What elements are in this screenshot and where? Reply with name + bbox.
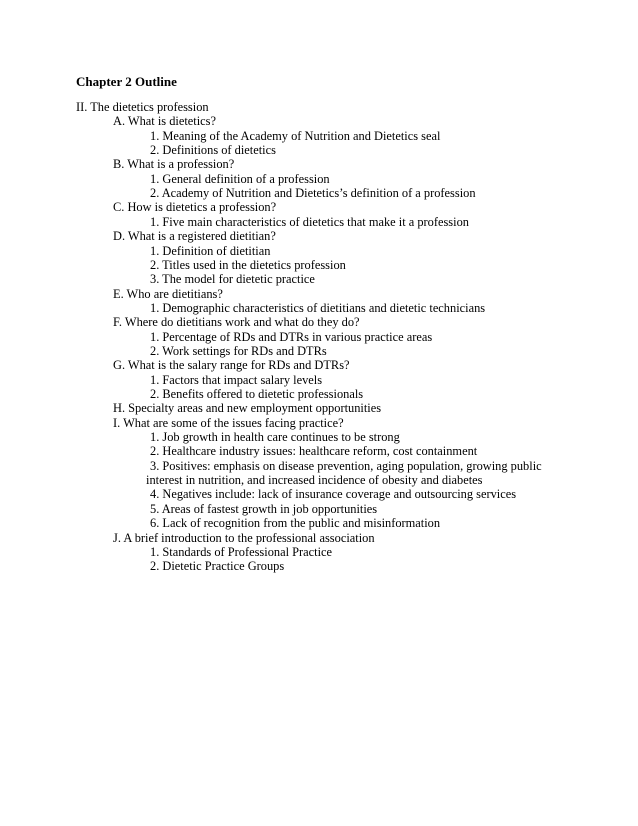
outline-item-g: G. What is the salary range for RDs and DTRs?	[113, 358, 350, 373]
outline-item-b: B. What is a profession?	[113, 157, 235, 172]
outline-item-h: H. Specialty areas and new employment opportunities	[113, 401, 382, 416]
outline-subitem: 3. The model for dietetic practice	[150, 272, 315, 287]
outline-item-c: C. How is dietetics a profession?	[113, 200, 277, 215]
outline-item-j: J. A brief introduction to the professional association	[113, 530, 375, 545]
outline-subitem: 1. Standards of Professional Practice	[150, 544, 333, 559]
outline-section-heading: II. The dietetics profession	[76, 100, 209, 114]
outline-item-a: A. What is dietetics?	[113, 114, 216, 129]
outline-subitem: 1. Factors that impact salary levels	[150, 372, 323, 387]
outline-subitem: 4. Negatives include: lack of insurance coverage and outsourcing services	[150, 487, 517, 502]
outline-item-f: F. Where do dietitians work and what do they do?	[113, 315, 360, 330]
outline-subitem: 2. Healthcare industry issues: healthcare reform, cost containment	[150, 444, 478, 459]
outline-item-i: I. What are some of the issues facing practice?	[113, 415, 344, 430]
outline-subitem: 2. Dietetic Practice Groups	[150, 559, 285, 574]
outline-subitem: 1. Percentage of RDs and DTRs in various practice areas	[150, 329, 433, 344]
outline-subitem: 2. Definitions of dietetics	[150, 143, 276, 158]
outline-subitem: 2. Academy of Nutrition and Dietetics’s definition of a profession	[150, 186, 476, 201]
outline-subitem: 1. Definition of dietitian	[150, 243, 271, 258]
outline-subitem: 2. Benefits offered to dietetic professionals	[150, 387, 364, 401]
outline-subitem: 2. Titles used in the dietetics profession	[150, 257, 346, 272]
outline-item-d: D. What is a registered dietitian?	[113, 229, 276, 244]
outline-subitem: 5. Areas of fastest growth in job opportunities	[150, 501, 378, 516]
outline-subitem: 1. General definition of a profession	[150, 171, 330, 186]
outline-subitem-continuation: interest in nutrition, and increased incidence of obesity and diabetes	[146, 473, 483, 488]
outline-subitem: 3. Positives: emphasis on disease prevention, aging population, growing public	[150, 458, 542, 473]
outline-subitem: 1. Five main characteristics of dietetics that make it a profession	[150, 214, 469, 229]
outline-subitem: 1. Demographic characteristics of dietitians and dietetic technicians	[150, 300, 486, 315]
outline-item-e: E. Who are dietitians?	[113, 286, 223, 301]
outline-subitem: 2. Work settings for RDs and DTRs	[150, 343, 327, 358]
outline-subitem: 6. Lack of recognition from the public and misinformation	[150, 516, 441, 531]
outline-subitem: 1. Meaning of the Academy of Nutrition and Dietetics seal	[150, 128, 441, 143]
outline-subitem: 1. Job growth in health care continues to be strong	[150, 430, 400, 445]
page-title: Chapter 2 Outline	[76, 74, 177, 89]
